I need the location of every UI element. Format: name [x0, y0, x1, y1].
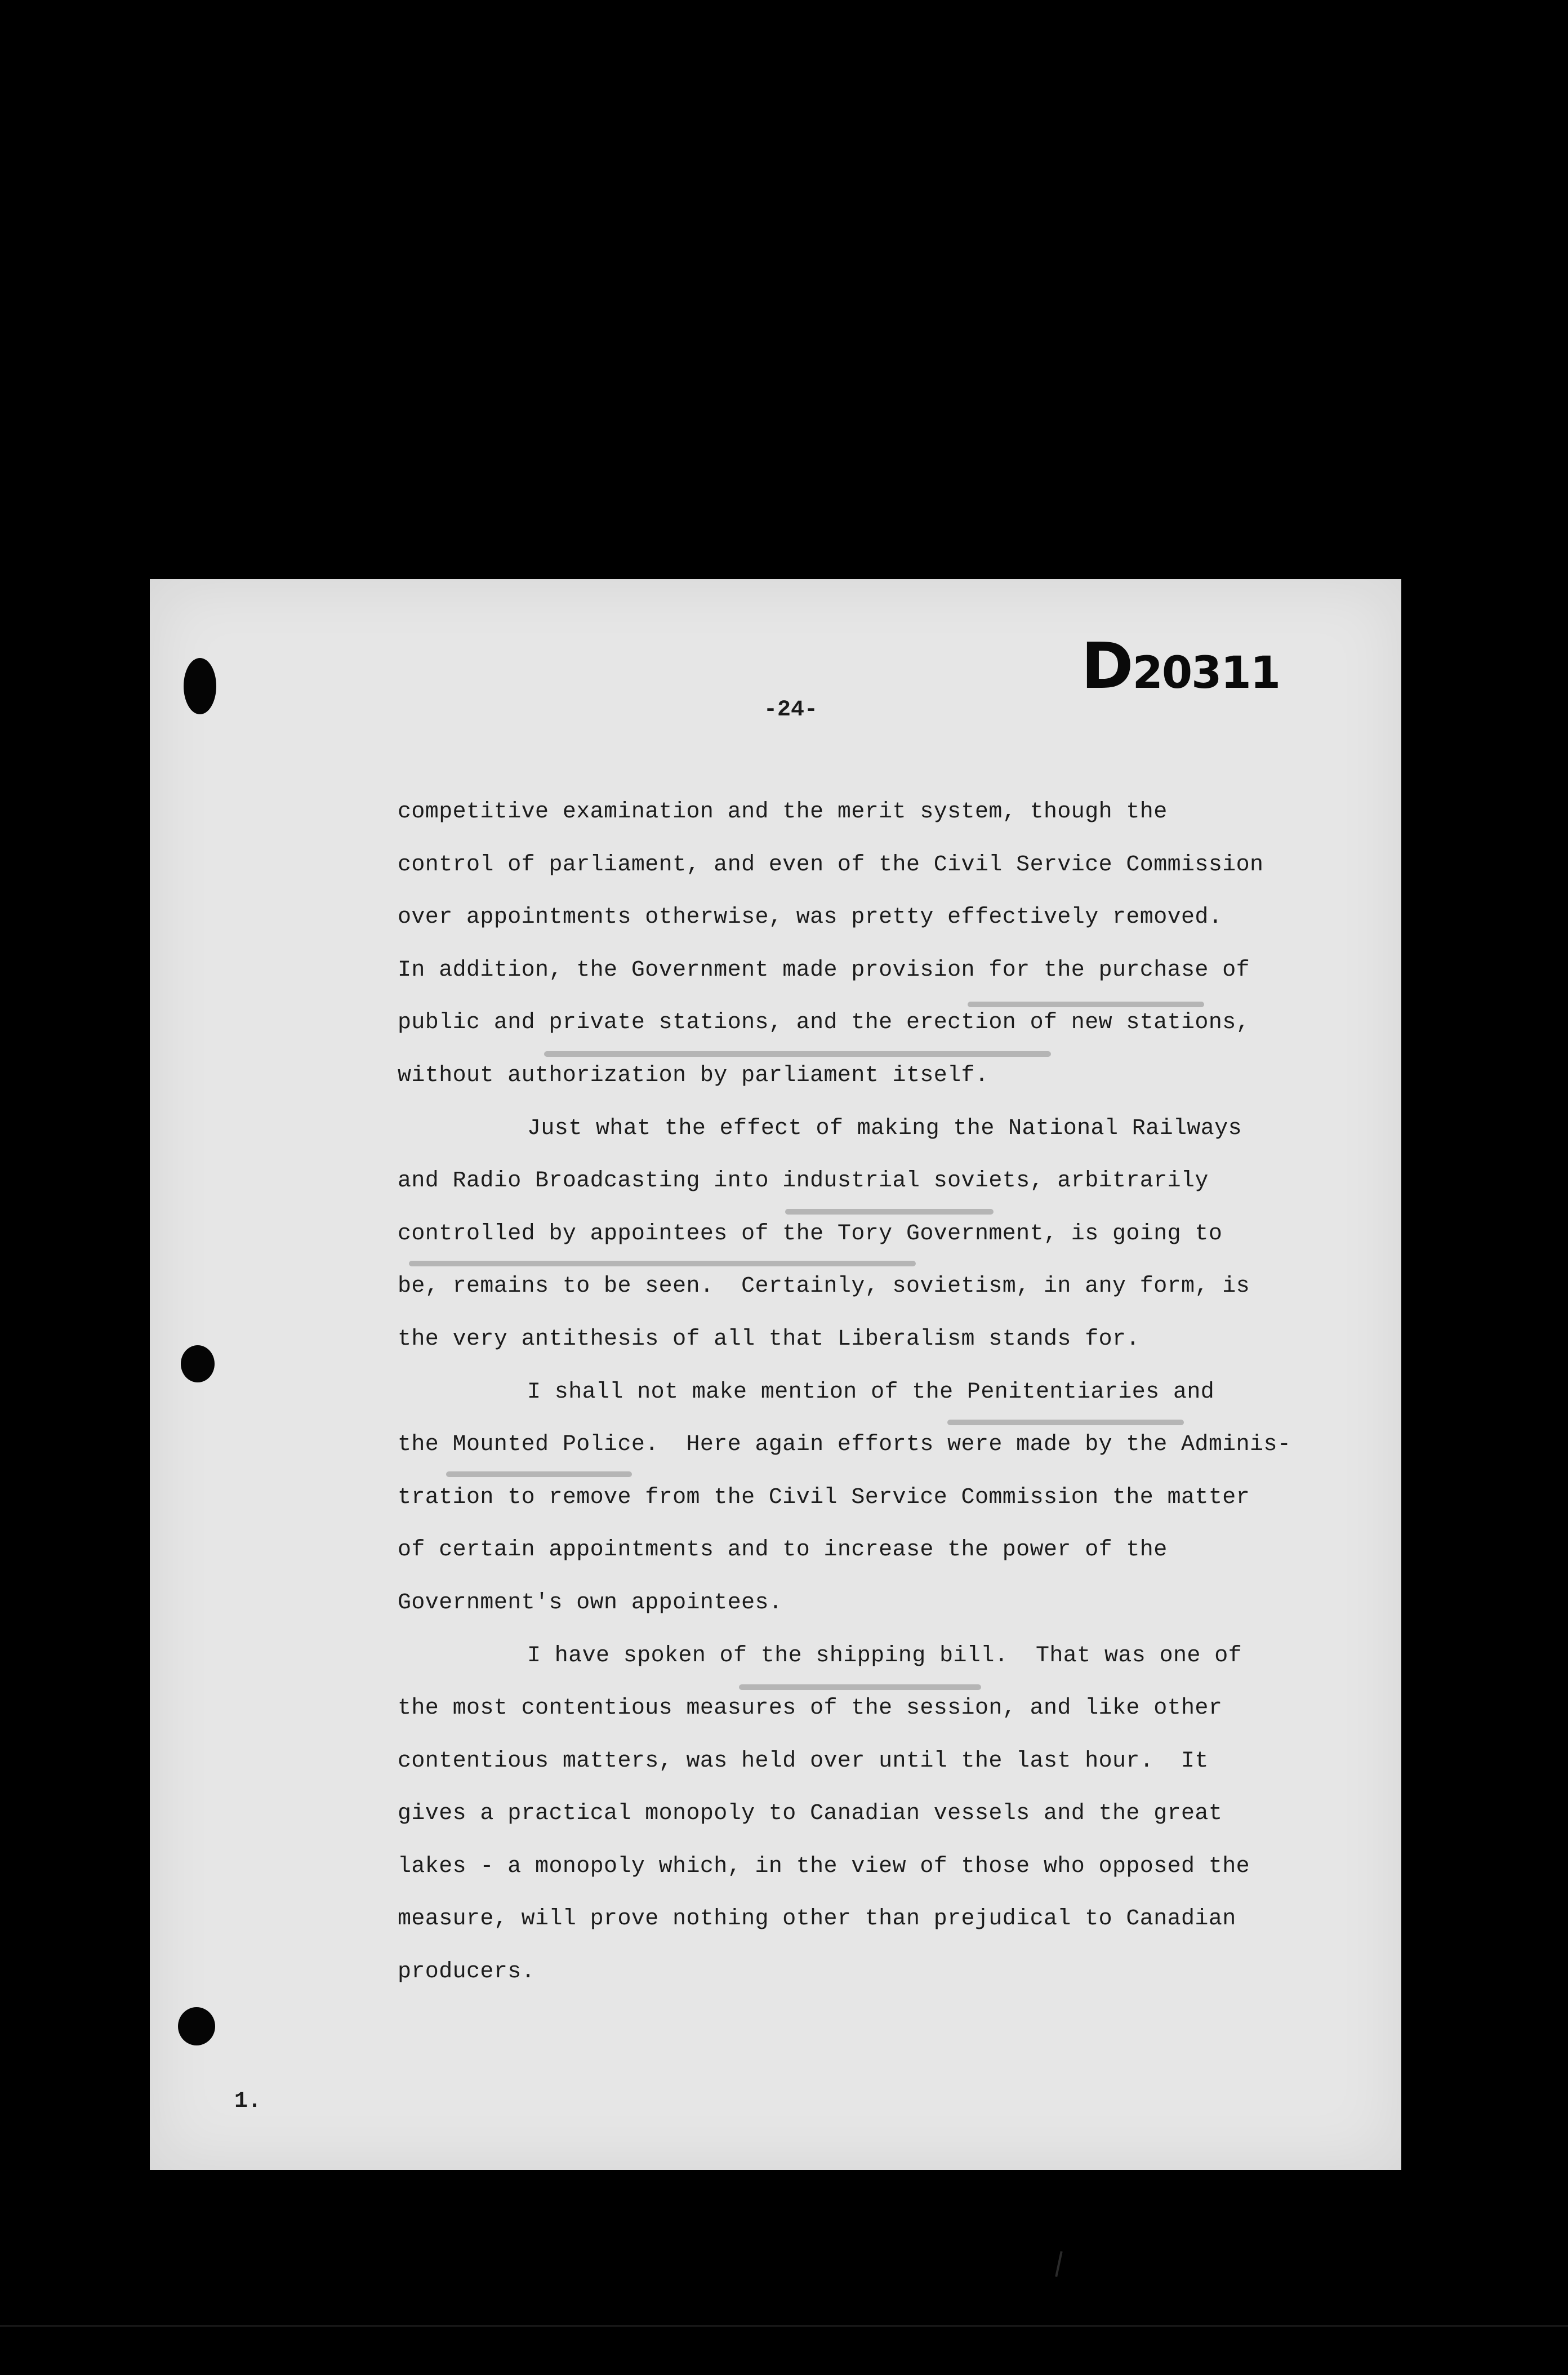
text-line: competitive examination and the merit system, though the [398, 799, 1168, 825]
text-line: control of parliament, and even of the Civil Service Commission [398, 852, 1264, 878]
film-scratch [1055, 2251, 1062, 2277]
text-line: public and private stations, and the erection of new stations, [398, 1010, 1250, 1036]
text-line: of certain appointments and to increase the power of the [398, 1537, 1168, 1563]
text-line: the most contentious measures of the session, and like other [398, 1696, 1223, 1722]
punch-hole [184, 658, 216, 714]
text-line: without authorization by parliament itself. [398, 1062, 989, 1088]
document-body [398, 801, 1299, 2014]
text-line: lakes - a monopoly which, in the view of those who opposed the [398, 1853, 1250, 1879]
text-line: gives a practical monopoly to Canadian vessels and the great [398, 1801, 1223, 1827]
page-number: -24- [764, 697, 818, 723]
text-line: the very antithesis of all that Liberalism stands for. [398, 1326, 1140, 1352]
text-line: and Radio Broadcasting into industrial soviets, arbitrarily [398, 1168, 1209, 1194]
text-line: Just what the effect of making the National Railways [527, 1115, 1242, 1141]
punch-hole [181, 1345, 215, 1382]
punch-hole [178, 2007, 215, 2045]
text-line: In addition, the Government made provision for the purchase of [398, 957, 1250, 983]
text-line: the Mounted Police. Here again efforts were made by the Adminis- [398, 1432, 1291, 1458]
document-id-number: 20311 [1132, 648, 1280, 699]
film-edge-line [0, 2325, 1568, 2327]
text-line: I have spoken of the shipping bill. That was one of [527, 1643, 1242, 1669]
text-line: tration to remove from the Civil Service Commission the matter [398, 1484, 1250, 1510]
text-line: contentious matters, was held over until the last hour. It [398, 1748, 1209, 1774]
text-line: Government's own appointees. [398, 1590, 783, 1616]
text-line: over appointments otherwise, was pretty effectively removed. [398, 905, 1223, 931]
text-line: controlled by appointees of the Tory Government, is going to [398, 1221, 1223, 1247]
text-line: measure, will prove nothing other than prejudical to Canadian [398, 1906, 1236, 1932]
document-id-stamp [1081, 630, 1280, 703]
document-id-prefix: D [1081, 630, 1133, 703]
text-line: be, remains to be seen. Certainly, sovietism, in any form, is [398, 1274, 1250, 1300]
document-page [150, 579, 1401, 2170]
text-line: producers. [398, 1959, 536, 1985]
text-line: I shall not make mention of the Penitentiaries and [527, 1379, 1215, 1405]
footer-mark: 1. [234, 2089, 262, 2114]
